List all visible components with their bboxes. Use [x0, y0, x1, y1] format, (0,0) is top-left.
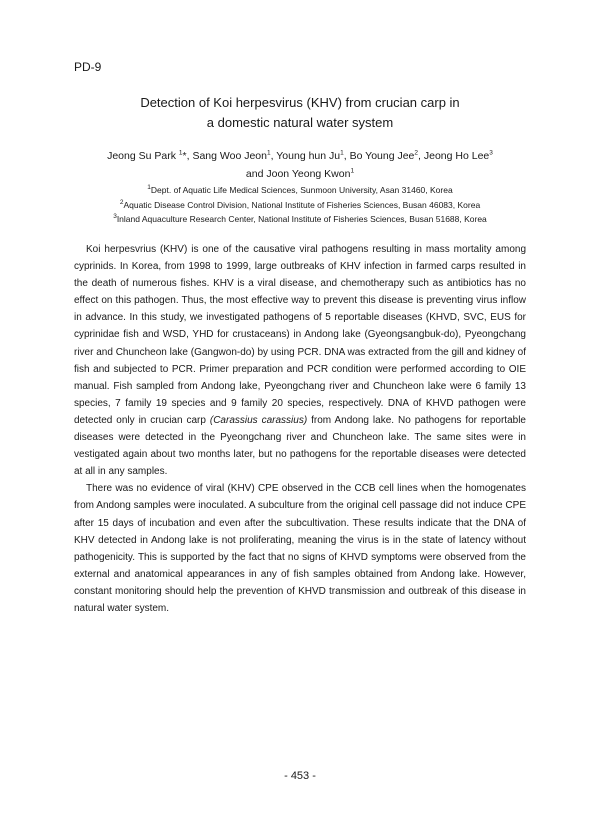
author-list [0, 147, 600, 183]
author-separator: , [418, 150, 424, 162]
author-name: Jeong Ho Lee [423, 150, 490, 162]
abstract-body [74, 241, 526, 617]
affiliation-mark: 3 [113, 213, 117, 221]
abstract-paragraph-1 [74, 241, 526, 480]
author-separator: , [343, 150, 350, 162]
title-line-1: Detection of Koi herpesvirus (KHV) from crucian carp in [140, 95, 460, 110]
paper-title [0, 93, 600, 133]
page-number: - 453 - [284, 770, 316, 782]
author-name: Jeong Su Park [107, 150, 179, 162]
paragraph-text: Koi herpesvrius (KHV) is one of the causative viral pathogens resulting in mass mortality among cyprinids. In Korea, from 1998 to 1999, large outbreaks of KHV infection in farmed carps resulted in the death of numerous fishes. KHV is a viral disease, and chemotherapy such as antibiotics has no effect on this pathogen. Thus, the most effective way to prevent this disease is preventing virus inflow in advance. In this study, we investigated pathogens of 5 reportable diseases (KHVD, SVC, EUS for cyprinidae fish and WSD, YHD for crustaceans) in Andong lake (Gyeongsangbuk-do), Pyeongchang river and Chuncheon lake (Gangwon-do) by using PCR. DNA was extracted from the gill and kidney of fish and subjected to PCR. Primer preparation and PCR condition were performed according to OIE manual. Fish sampled from Andong lake, Pyeongchang river and Chuncheon lake were 6 family 13 species, 7 family 19 species and 9 family 20 species, respectively. DNA of KHVD pathogen were detected only in crucian carp [74, 244, 526, 426]
author-name: Bo Young Jee [349, 150, 415, 162]
species-name: (Carassius carassius) [209, 414, 308, 426]
author-affil-mark: 1 [350, 167, 355, 175]
abstract-code: PD-9 [74, 60, 102, 74]
title-line-2: a domestic natural water system [206, 115, 394, 130]
author-name: Sang Woo Jeon [192, 150, 267, 162]
affiliation-text: Dept. of Aquatic Life Medical Sciences, Sunmoon University, Asan 31460, Korea [150, 185, 453, 195]
author-separator: , [270, 150, 277, 162]
author-affil-mark: 1 [178, 149, 183, 157]
affiliation-mark: 2 [119, 198, 124, 206]
paragraph-text: from Andong lake. No pathogens for reportable diseases were detected in the Pyeongchang river and Chuncheon lake. The same sites were in vestigated again about two months later, but no pathogens for the reportable diseases were detected at all in any samples. [74, 414, 526, 478]
author-affil-mark: 1 [266, 149, 271, 157]
author-line-2 [0, 165, 600, 183]
abstract-paragraph-2: There was no evidence of viral (KHV) CPE observed in the CCB cell lines when the homogenates from Andong samples were inoculated. A subculture from the original cell passage did not induce CPE after 15 days of incubation and even after the subcultivation. These results indicate that the DNA of KHV detected in Andong lake is not proliferating, meaning the virus is in the state of latency without pathogenicity. This is supported by the fact that no signs of KHVD symptoms were observed from the external and anatomical appearances in any of fish samples obtained from Andong lake. However, constant monitoring should help the prevention of KHVD transmission and outbreak of this disease in natural water system. [74, 483, 526, 614]
author-affil-mark: 2 [414, 149, 419, 157]
author-name: Young hun Ju [276, 150, 341, 162]
author-conjunction: and [245, 168, 267, 180]
author-separator: , [186, 150, 193, 162]
affiliation-text: Inland Aquaculture Research Center, National Institute of Fisheries Sciences, Busan 51688, Korea [116, 214, 487, 224]
affiliation-mark: 1 [147, 184, 151, 192]
affiliation-list [0, 183, 600, 227]
author-name: Joon Yeong Kwon [266, 168, 351, 180]
author-affil-mark: 3 [489, 149, 493, 157]
author-line-1 [0, 147, 600, 165]
affiliation-item [0, 212, 600, 227]
affiliation-item [0, 198, 600, 213]
affiliation-text: Aquatic Disease Control Division, National Institute of Fisheries Sciences, Busan 46083, Korea [123, 199, 481, 210]
corresponding-mark: * [182, 150, 187, 162]
author-affil-mark: 1 [340, 149, 344, 157]
affiliation-item [0, 183, 600, 198]
